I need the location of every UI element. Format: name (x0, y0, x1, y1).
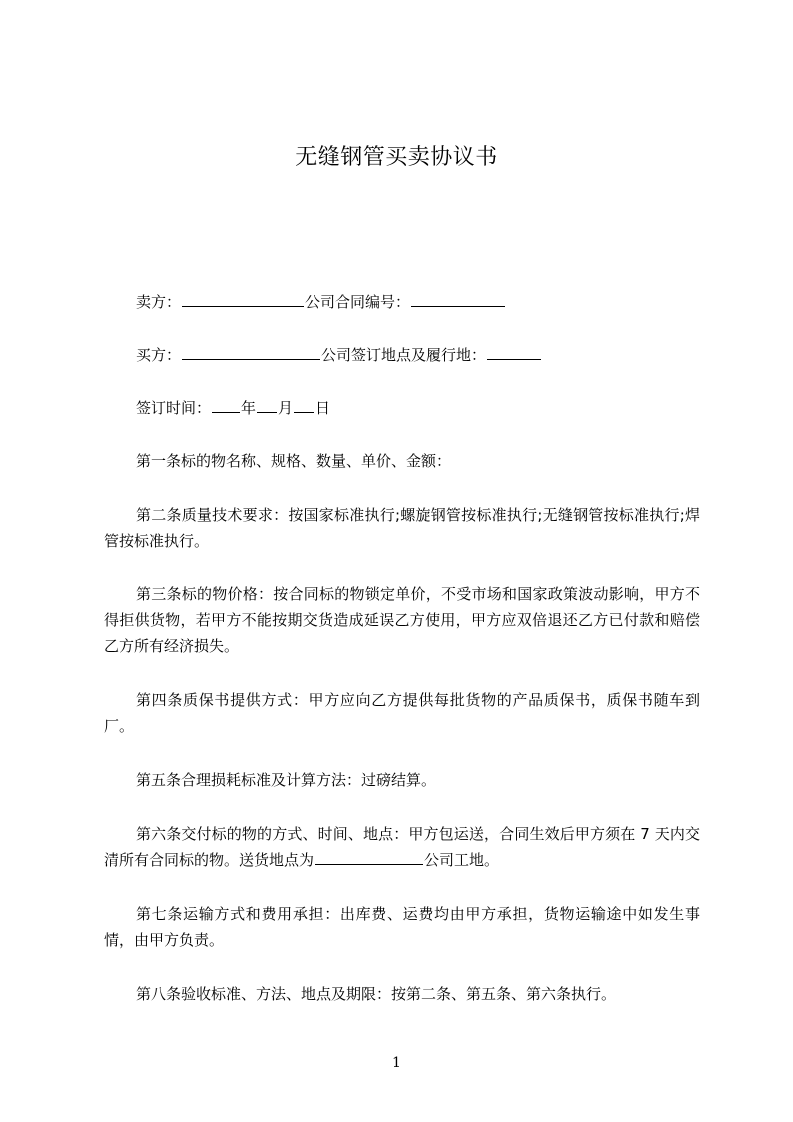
clause-5: 第五条合理损耗标准及计算方法：过磅结算。 (136, 771, 437, 789)
day-label: 日 (315, 399, 331, 417)
year-blank[interactable] (212, 397, 240, 413)
month-blank[interactable] (257, 397, 277, 413)
document-title: 无缝钢管买卖协议书 (295, 145, 498, 170)
clause-8: 第八条验收标准、方法、地点及期限：按第二条、第五条、第六条执行。 (136, 985, 617, 1003)
signing-place-label: 公司签订地点及履行地： (321, 346, 487, 364)
page-number: 1 (392, 1055, 401, 1071)
buyer-line (104, 342, 700, 368)
buyer-blank[interactable] (182, 344, 320, 360)
contract-no-label: 公司合同编号： (305, 293, 411, 311)
delivery-place-blank[interactable] (315, 849, 423, 865)
clause-6-text-end: 公司工地。 (424, 851, 500, 869)
clause-3: 第三条标的物价格：按合同标的物锁定单价，不受市场和国家政策波动影响，甲方不得拒供货物，若甲方不能按期交货造成延误乙方使用，甲方应双倍退还乙方已付款和赔偿乙方所有经济损失。 (104, 585, 700, 655)
buyer-label: 买方： (136, 346, 182, 364)
month-label: 月 (278, 399, 294, 417)
signing-time-line (104, 395, 700, 421)
clause-6-text: 第六条交付标的物的方式、时间、地点：甲方包运送，合同生效后甲方须在 7 天内交清所有合同标的物。送货地点为 (104, 825, 700, 869)
clause-6 (104, 821, 700, 873)
clause-2: 第二条质量技术要求：按国家标准执行;螺旋钢管按标准执行;无缝钢管按标准执行;焊管按标准执行。 (104, 506, 700, 550)
signing-time-label: 签订时间： (136, 399, 212, 417)
clause-7: 第七条运输方式和费用承担：出库费、运费均由甲方承担，货物运输途中如发生事情，由甲方负责。 (104, 905, 700, 949)
seller-blank[interactable] (182, 291, 304, 307)
clause-1: 第一条标的物名称、规格、数量、单价、金额： (136, 452, 452, 470)
seller-line (104, 289, 700, 315)
clause-4: 第四条质保书提供方式：甲方应向乙方提供每批货物的产品质保书，质保书随车到厂。 (104, 691, 700, 735)
seller-label: 卖方： (136, 293, 182, 311)
day-blank[interactable] (294, 397, 314, 413)
contract-no-blank[interactable] (411, 291, 505, 307)
signing-place-blank[interactable] (487, 344, 541, 360)
year-label: 年 (241, 399, 257, 417)
